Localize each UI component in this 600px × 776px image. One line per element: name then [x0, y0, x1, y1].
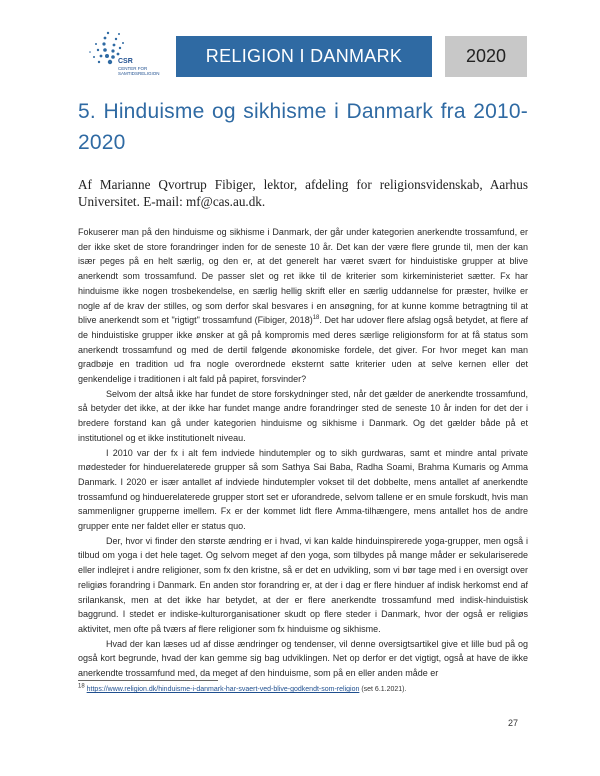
- body-text: [78, 225, 528, 681]
- paragraph-5: Hvad der kan læses ud af disse ændringer og tendenser, vil denne oversigtsartikel give et lille bud på og også kort begrunde, hvad der kan gemme sig bag udviklingen. Net op derfor er det vigtigt, også at have de ikke anerkendte trossamfund med, da meget af den hinduisme, som på en eller anden måde er: [78, 638, 528, 679]
- report-banner: RELIGION I DANMARK: [176, 36, 432, 77]
- page-number: 27: [508, 718, 519, 728]
- chapter-title: 5. Hinduisme og sikhisme i Danmark fra 2010-2020: [78, 100, 528, 154]
- footnote-divider: [78, 680, 218, 681]
- csr-logo-mark: [80, 26, 180, 88]
- paragraph-4: Der, hvor vi finder den største ændring er i hvad, vi kan kalde hinduinspirerede yoga-grupper, men også i tilbud om yoga i det hele taget. Og selvom meget af den yoga, som tilbydes på mange måder er sekulariserede eller indlejret i andre religioner, som fx den kristne, så er det en udvikling, som vi bør tage med i en oversigt over religiøs forandring i Danmark. En anden stor forandring er, at der i dag er flere hinduer af indisk herkomst end af srilankansk, men at det ikke har betydet, at der er flere anerkendte trossamfund med indisk-hinduistisk baggrund. I stedet er indiske-kulturorganisationer skudt op flere steder i Danmark, hvor der også er religiøs aktivitet, men ofte på tværs af flere religioner som fx hinduisme og sikhisme.: [78, 535, 528, 634]
- paragraph-1-part-a: Fokuserer man på den hinduisme og sikhisme i Danmark, der går under kategorien anerkendte trossamfund, er der ikke sket de store forandringer inden for de seneste 10 år. Det kan der være flere grunde til, men der kan især peges på en helt særlig, og den er, at det generelt har været svært for hinduistiske grupper at blive anerkendt som trossamfund. De passer slet og ret ikke til de kriterier som kirkeministeriet sætter. Fx har hinduisme ikke nogen trosbekendelse, en særlig hellig skrift eller en særlig uddannelse for præster, hvilke er nogle af de krav der stilles, og som derfor skal besvares i en ansøgning, for at kunne komme betragtning til at blive anerkendt som et "rigtigt" trossamfund (Fibiger, 2018): [78, 227, 528, 326]
- footnote-link[interactable]: https://www.religion.dk/hinduisme-i-danmark-har-svaert-ved-blive-godkendt-som-religion: [86, 686, 360, 693]
- footnote-note: (set 6.1.2021).: [359, 686, 407, 693]
- logo-name: CSR: [118, 58, 133, 65]
- footnote: [78, 685, 528, 695]
- paragraph-1-part-b: . Det har udover flere afslag også betydet, at flere af de hinduistiske grupper ikke ønsker at gå på kompromis med deres særlige religionsform for at få status som anerkendt trossamfund og med de dertil følgende økonomiske fordele, det giver. For hvor meget kan man gradbøje en tradition ud fra nogle overordnede eksternt satte kriterier uden at selve kernen eller det genkendelige i traditionen i alt fald på papiret, forsvinder?: [78, 315, 529, 385]
- report-year: 2020: [445, 36, 527, 77]
- logo-subtitle: CENTER FOR SAMTIDSRELIGION: [118, 66, 160, 76]
- footnote-number: 18: [78, 683, 85, 690]
- paragraph-3: I 2010 var der fx i alt fem indviede hindutempler og to sikh gurdwaras, samt et mindre antal private mødesteder for hinduerelaterede grupper så som Sathya Sai Baba, Radha Soami, Brahma Kumaris og Amma Danmark. I 2020 er især antallet af indviede hindutempler vokset til det dobbelte, mens antallet af anerkendte trossamfund og hinduerelaterede grupper stort set er uforandrede, selvom tallene er en smule forskudt, hvis man sammenligner grupperne imellem. Fx er der kommet lidt flere Amma-tilhængere, mens antallet hos de andre grupper ente ner faldet eller er status quo.: [78, 447, 528, 532]
- paragraph-2: Selvom der altså ikke har fundet de store forskydninger sted, når det gælder de anerkendte trossamfund, så betyder det ikke, at der ikke har fundet mange andre forandringer sted de seneste 10 år inden for det der i bredere forstand kan gå under kategorien hinduisme og sikhisme i Danmark. Og det gælder både på et institutionel og et ikke institutionelt niveau.: [78, 388, 528, 443]
- paragraph-1: [78, 225, 528, 387]
- footnote-ref[interactable]: 18: [312, 315, 320, 322]
- author-byline: Af Marianne Qvortrup Fibiger, lektor, afdeling for religionsvidenskab, Aarhus Universitet. E-mail: mf@cas.au.dk.: [78, 177, 528, 209]
